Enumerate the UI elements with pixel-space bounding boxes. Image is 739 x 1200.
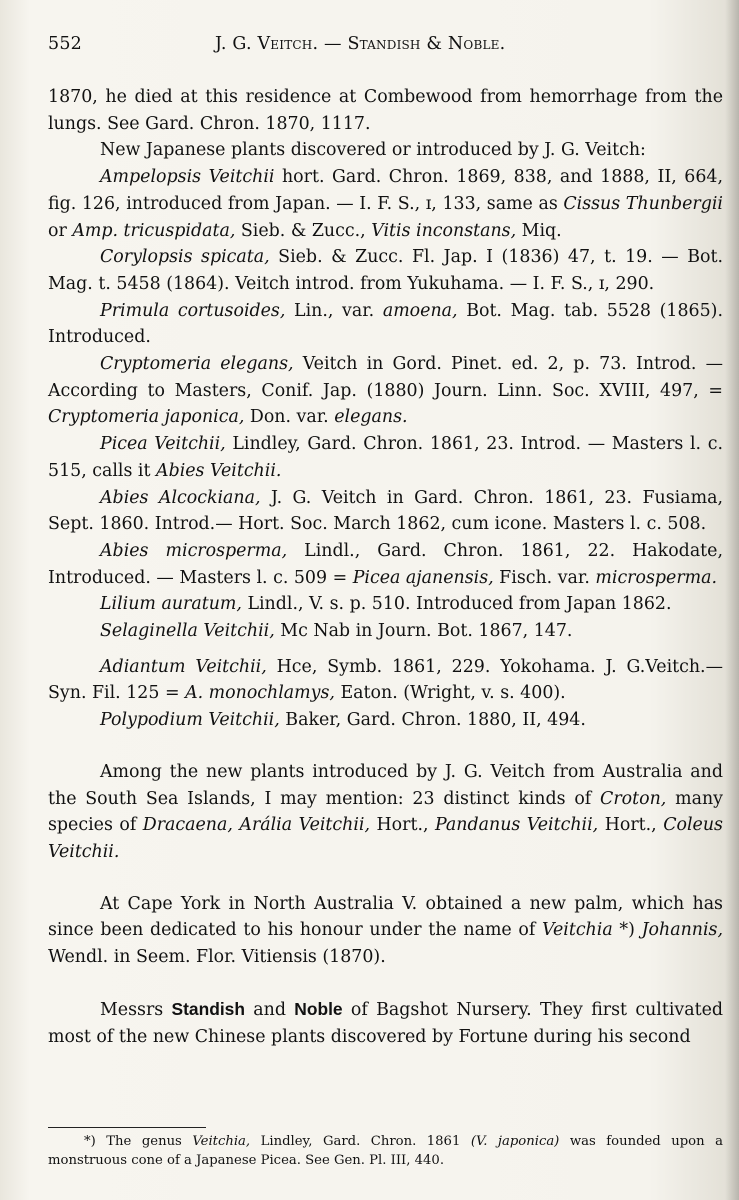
entry-ampelopsis: Ampelopsis Veitchii hort. Gard. Chron. 1869, 838, and 1888, II, 664, fig. 126, introduced from Japan. — I. F. S., ɪ, 133, same as Cissus Thunbergii or Amp. tricuspidata, Sieb. & Zucc., Vitis inconstans, Miq. (48, 167, 723, 241)
footnote-rule (48, 1127, 206, 1128)
spacer (48, 645, 723, 654)
spacer (48, 734, 723, 759)
spacer (48, 866, 723, 891)
entry-lilium: Lilium auratum, Lindl., V. s. p. 510. Introduced from Japan 1862. (100, 594, 672, 615)
spacer (48, 971, 723, 996)
running-head: J. G. Veitch. — Standish & Noble. (215, 34, 506, 54)
entry-cryptomeria: Cryptomeria elegans, Veitch in Gord. Pinet. ed. 2, p. 73. Introd. — According to Masters, Conif. Jap. (1880) Journ. Linn. Soc. XVIII, 497, = Cryptomeria japonica, Don. var. elegans. (48, 354, 724, 428)
page-edge-shadow (725, 0, 739, 1200)
entry-polypodium: Polypodium Veitchii, Baker, Gard. Chron. 1880, II, 494. (100, 710, 586, 731)
footnote (48, 1132, 723, 1170)
entry-selaginella: Selaginella Veitchii, Mc Nab in Journ. Bot. 1867, 147. (100, 621, 573, 642)
page-header (48, 34, 719, 58)
paragraph-standish-noble: Messrs Standish and Noble of Bagshot Nursery. They first cultivated most of the new Chinese plants discovered by Fortune during his second (48, 998, 723, 1047)
entry-corylopsis: Corylopsis spicata, Sieb. & Zucc. Fl. Jap. I (1836) 47, t. 19. — Bot. Mag. t. 5458 (1864). Veitch introd. from Yukuhama. — I. F. S., ɪ, 290. (48, 247, 723, 294)
name-standish: Standish (171, 998, 245, 1019)
paragraph-death-note: 1870, he died at this residence at Combewood from hemorrhage from the lungs. See Gard. Chron. 1870, 1117. (48, 87, 723, 134)
entry-abies-microsperma: Abies microsperma, Lindl., Gard. Chron. 1861, 22. Hakodate, Introduced. — Masters l. c. 509 = Picea ajanensis, Fisch. var. microsperma. (48, 540, 723, 588)
entry-adiantum: Adiantum Veitchii, Hce, Symb. 1861, 229. Yokohama. J. G.Veitch.— Syn. Fil. 125 = A. monochlamys, Eaton. (Wright, v. s. 400). (48, 656, 723, 704)
entry-picea-veitchii: Picea Veitchii, Lindley, Gard. Chron. 1861, 23. Introd. — Masters l. c. 515, calls it Abies Veitchii. (48, 434, 723, 481)
paragraph-australia-plants: Among the new plants introduced by J. G. Veitch from Australia and the South Sea Islands, I may mention: 23 distinct kinds of Croton, many species of Dracaena, Arália Veitchii, Hort., Pandanus Veitchii, Hort., Coleus Veitchii. (48, 761, 723, 862)
paragraph-intro-japanese-plants: New Japanese plants discovered or introduced by J. G. Veitch: (100, 140, 646, 161)
entry-abies-alcockiana: Abies Alcockiana, J. G. Veitch in Gard. Chron. 1861, 23. Fusiama, Sept. 1860. Introd.— Hort. Soc. March 1862, cum icone. Masters l. c. 508. (48, 487, 723, 535)
body-text (48, 84, 723, 1050)
entry-primula: Primula cortusoides, Lin., var. amoena, Bot. Mag. tab. 5528 (1865). Introduced. (48, 300, 724, 348)
footnote-text: *) The genus Veitchia, Lindley, Gard. Chron. 1861 (V. japonica) was founded upon a monstruous cone of a Japanese Picea. See Gen. Pl. III, 440. (48, 1134, 723, 1168)
page-number: 552 (48, 34, 83, 54)
paragraph-cape-york-palm: At Cape York in North Australia V. obtained a new palm, which has since been dedicated to his honour under the name of Veitchia *) Johannis, Wendl. in Seem. Flor. Vitiensis (1870). (48, 893, 723, 968)
name-noble: Noble (294, 998, 343, 1019)
